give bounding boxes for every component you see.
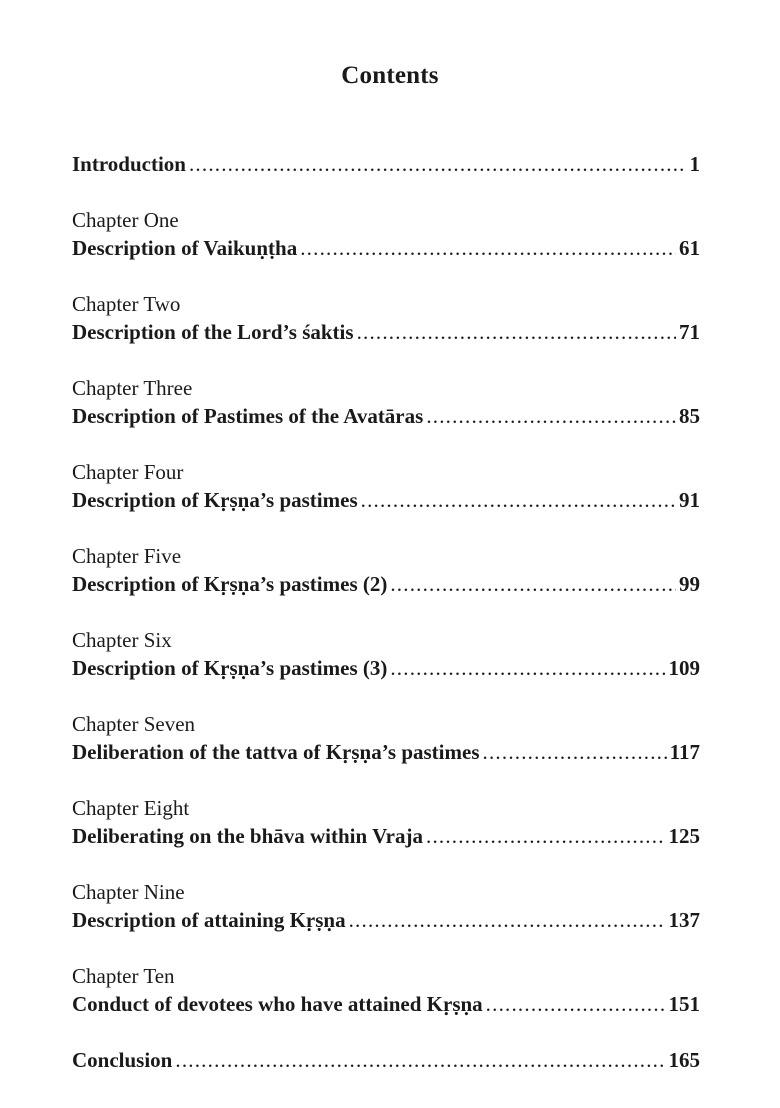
toc-page-number: 151 <box>668 992 700 1016</box>
dot-leader <box>483 738 667 766</box>
dot-leader <box>361 486 676 514</box>
toc-line <box>72 990 700 1018</box>
dot-leader <box>390 570 676 598</box>
toc-entry-chapter-one <box>72 206 700 262</box>
dot-leader <box>300 234 676 262</box>
toc-title: Description of Kṛṣṇa’s pastimes <box>72 488 358 512</box>
toc-page-number: 125 <box>668 824 700 848</box>
toc-entry-chapter-two <box>72 290 700 346</box>
dot-leader <box>486 990 666 1018</box>
toc-line <box>72 234 700 262</box>
toc-page-number: 91 <box>679 488 700 512</box>
toc-page-number: 137 <box>668 908 700 932</box>
dot-leader <box>189 150 687 178</box>
toc-page-number: 109 <box>668 656 700 680</box>
dot-leader <box>390 654 665 682</box>
toc-title: Description of the Lord’s śaktis <box>72 320 354 344</box>
chapter-label: Chapter One <box>72 208 179 232</box>
dot-leader <box>175 1046 665 1074</box>
dot-leader <box>357 318 676 346</box>
toc-title: Conduct of devotees who have attained Kṛṣṇa <box>72 992 483 1016</box>
toc-title: Description of Vaikuṇṭha <box>72 236 298 260</box>
toc-line <box>72 150 700 178</box>
toc-entry-chapter-six <box>72 626 700 682</box>
toc-entry-chapter-four <box>72 458 700 514</box>
dot-leader <box>426 402 676 430</box>
toc-page-number: 85 <box>679 404 700 428</box>
chapter-label: Chapter Four <box>72 460 184 484</box>
toc-title: Description of Kṛṣṇa’s pastimes (2) <box>72 572 388 596</box>
toc-title: Introduction <box>72 152 186 176</box>
toc-entry-chapter-seven <box>72 710 700 766</box>
toc-title: Description of Pastimes of the Avatāras <box>72 404 424 428</box>
toc-page-number: 99 <box>679 572 700 596</box>
toc-title: Description of attaining Kṛṣṇa <box>72 908 346 932</box>
chapter-label: Chapter Nine <box>72 880 185 904</box>
toc-line <box>72 1046 700 1074</box>
toc-line <box>72 654 700 682</box>
toc-line <box>72 402 700 430</box>
page-title: Contents <box>341 62 439 89</box>
chapter-label: Chapter Five <box>72 544 182 568</box>
toc-page-number: 165 <box>668 1048 700 1072</box>
toc-entry-introduction <box>72 150 700 178</box>
dot-leader <box>349 906 666 934</box>
chapter-label: Chapter Eight <box>72 796 190 820</box>
toc-line <box>72 570 700 598</box>
toc-entry-chapter-eight <box>72 794 700 850</box>
toc-entry-chapter-five <box>72 542 700 598</box>
toc-title: Deliberating on the bhāva within Vraja <box>72 824 423 848</box>
toc-line <box>72 318 700 346</box>
toc-page-number: 117 <box>669 740 700 764</box>
chapter-label: Chapter Six <box>72 628 172 652</box>
toc-page-number: 61 <box>679 236 700 260</box>
toc-title: Deliberation of the tattva of Kṛṣṇa’s pastimes <box>72 740 480 764</box>
toc-title: Description of Kṛṣṇa’s pastimes (3) <box>72 656 388 680</box>
toc-entry-chapter-nine <box>72 878 700 934</box>
toc-line <box>72 822 700 850</box>
chapter-label: Chapter Ten <box>72 964 175 988</box>
toc-entry-conclusion <box>72 1046 700 1074</box>
toc-title: Conclusion <box>72 1048 173 1072</box>
toc-page-number: 1 <box>689 152 700 176</box>
toc-line <box>72 906 700 934</box>
chapter-label: Chapter Two <box>72 292 181 316</box>
chapter-label: Chapter Seven <box>72 712 196 736</box>
dot-leader <box>426 822 666 850</box>
chapter-label: Chapter Three <box>72 376 193 400</box>
toc-entry-chapter-ten <box>72 962 700 1018</box>
toc-page-number: 71 <box>679 320 700 344</box>
toc-entry-chapter-three <box>72 374 700 430</box>
toc-line <box>72 738 700 766</box>
toc-line <box>72 486 700 514</box>
